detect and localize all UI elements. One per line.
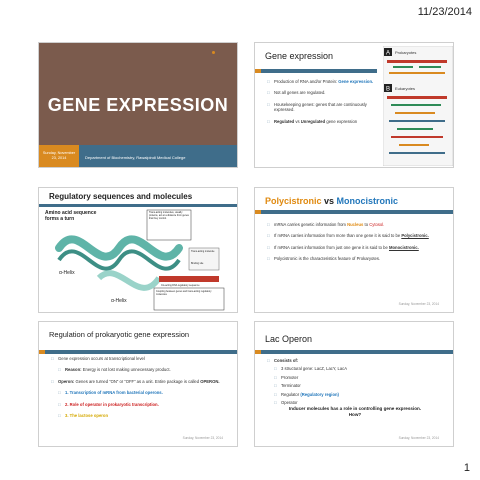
slide-4-polycistronic[interactable] [254, 187, 454, 313]
sub-bullet: □ 3. The lactose operon [51, 413, 231, 418]
fig-label-a: A [386, 50, 391, 57]
slide-6-note: Inducer molecules has a role in controlling gene expression. How? [288, 406, 422, 417]
gene-expression-figure [383, 46, 453, 166]
slide-6-bullets [267, 358, 447, 408]
slide-5-prokaryotic-regulation[interactable] [38, 321, 238, 447]
sub-bullet: □ Reason: Energy is not lost making unnecessary product. [51, 367, 231, 372]
slide-4-footer: Sunday, November 23, 2014 [398, 302, 439, 306]
bullet: □ Production of RNA and/or Protein: Gene expression. [267, 79, 379, 84]
sub-bullet: □ 3 structural gene: LacZ, LacY, LacA [267, 366, 447, 371]
bullet: □ Polycistronic is the characteristics feature of Prokaryotes. [267, 256, 445, 261]
slide-5-heading: Regulation of prokaryotic gene expression [49, 330, 190, 339]
slide-4-rule [255, 210, 454, 214]
bullet: □ Housekeeping genes: genes that are continuously expressed. [267, 102, 379, 113]
label-binding-site: Binding site [191, 262, 204, 265]
slide-5-rule [39, 350, 238, 354]
note-cis-acting: Cis-acting DNA regulatory sequence [161, 284, 200, 287]
slide-2-heading: Gene expression [265, 51, 334, 61]
bullet: □ Gene expression occurs at transcriptional level [51, 356, 231, 361]
bullet: □ Operon: Genes are turned “ON” or “OFF” as a unit. Entire package is called OPERON. [51, 379, 231, 384]
label-amino-acid-turn: Amino acid sequence forms a turn [45, 210, 97, 222]
slide-3-rule [39, 204, 238, 207]
slide-2-rule [255, 69, 377, 73]
slide-1-date: Sunday, November 23, 2014 [39, 145, 79, 167]
sub-bullet: □ Terminator [267, 383, 447, 388]
slide-4-rule-tip [255, 210, 261, 214]
decor-dot [212, 51, 215, 54]
slide-1-department: Department of Biochemistry, Rawalpindi Medical College [85, 155, 186, 160]
slide-2-gene-expression[interactable] [254, 42, 454, 168]
label-trans-molecule: Trans-acting molecule [191, 250, 215, 253]
slide-2-rule-tip [255, 69, 261, 73]
slide-6-footer: Sunday, November 23, 2014 [398, 436, 439, 440]
slide-5-footer: Sunday, November 23, 2014 [182, 436, 223, 440]
slide-6-rule-tip [255, 350, 261, 354]
slide-3-regulatory-sequences[interactable] [38, 187, 238, 313]
sub-bullet: □ 2. Role of operator in prokaryotic transcription. [51, 402, 231, 407]
page-number: 1 [463, 462, 470, 474]
page-date: 11/23/2014 [417, 6, 472, 18]
helix-figure [39, 208, 238, 313]
slide-6-lac-operon[interactable] [254, 321, 454, 447]
sub-bullet: □ 1. Transcription of mRNA from bacterial operons. [51, 390, 231, 395]
slide-4-heading: Polycistronic vs Monocistronic [265, 196, 399, 206]
fig-text-a: Prokaryotes [395, 50, 417, 55]
bullet: □ Regulated vs Unregulated gene expression [267, 119, 379, 124]
bullet: □ If mRNA carries information from more than one gene it is said to be Polycistronic. [267, 233, 445, 238]
slide-2-bullets [267, 79, 379, 130]
sub-bullet: □ Promoter [267, 375, 447, 380]
slide-6-rule [255, 350, 454, 354]
label-alpha-helix-1: α-Helix [59, 270, 75, 276]
label-alpha-helix-2: α-Helix [111, 298, 127, 304]
slide-3-heading: Regulatory sequences and molecules [49, 192, 193, 201]
slide-4-bullets [267, 222, 445, 268]
slide-6-heading: Lac Operon [265, 334, 313, 344]
bullet: □ mRNA carries genetic information from Nucleus to Cytosol. [267, 222, 445, 227]
bullet: □ If mRNA carries information from just one gene it is said to be Monocistronic. [267, 245, 445, 250]
note-trans-acting: Trans-acting molecules, usually proteins, act at a distance from genes that they control. [149, 211, 189, 220]
sub-bullet: □ Regulator (Regulatory region) [267, 392, 447, 397]
note-coupling: Coupling between genes and trans-acting regulatory molecules [156, 290, 212, 296]
slide-1-title[interactable] [38, 42, 238, 168]
bullet: □ Consists of: [267, 358, 447, 363]
bullet: □ Not all genes are regulated. [267, 90, 379, 95]
fig-text-b: Eukaryotes [395, 86, 416, 91]
slide-1-heading: GENE EXPRESSION [47, 95, 229, 115]
sub-bullet: □ Operator [267, 400, 447, 405]
slide-5-bullets [51, 356, 231, 424]
slide-5-rule-tip [39, 350, 45, 354]
fig-label-b: B [386, 86, 391, 93]
